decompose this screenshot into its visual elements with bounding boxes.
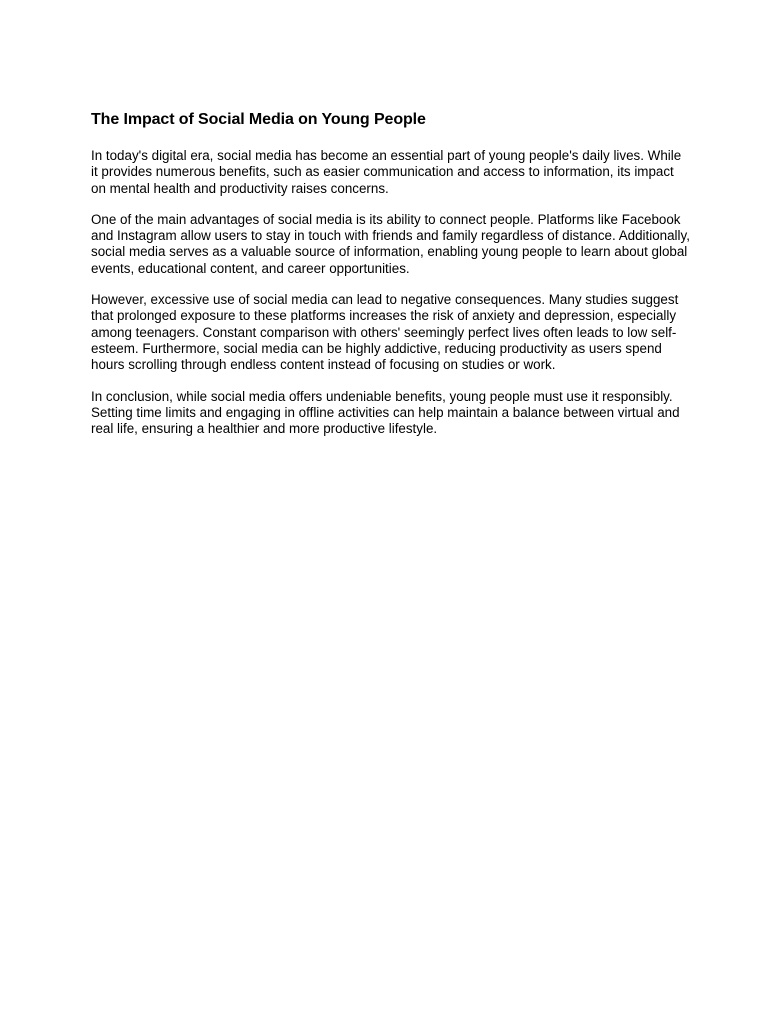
document-page [91, 110, 691, 452]
document-title: The Impact of Social Media on Young People [91, 111, 426, 128]
paragraph-advantages: One of the main advantages of social media is its ability to connect people. Platforms like Facebook and Instagram allow users to stay in touch with friends and family regardless of distance. Additionally, social media serves as a valuable source of information, enabling young people to learn about global events, educational content, and career opportunities. [91, 211, 690, 276]
paragraph-conclusion: In conclusion, while social media offers undeniable benefits, young people must use it responsibly. Setting time limits and engaging in offline activities can help maintain a balance between virtual and real life, ensuring a healthier and more productive lifestyle. [91, 388, 680, 437]
paragraph-disadvantages: However, excessive use of social media can lead to negative consequences. Many studies suggest that prolonged exposure to these platforms increases the risk of anxiety and depression, especially among teenagers. Constant comparison with others' seemingly perfect lives often leads to low self-esteem. Furthermore, social media can be highly addictive, reducing productivity as users spend hours scrolling through endless content instead of focusing on studies or work. [91, 292, 679, 373]
paragraph-introduction: In today's digital era, social media has become an essential part of young people's daily lives. While it provides numerous benefits, such as easier communication and access to information, its impact on mental health and productivity raises concerns. [91, 148, 682, 196]
